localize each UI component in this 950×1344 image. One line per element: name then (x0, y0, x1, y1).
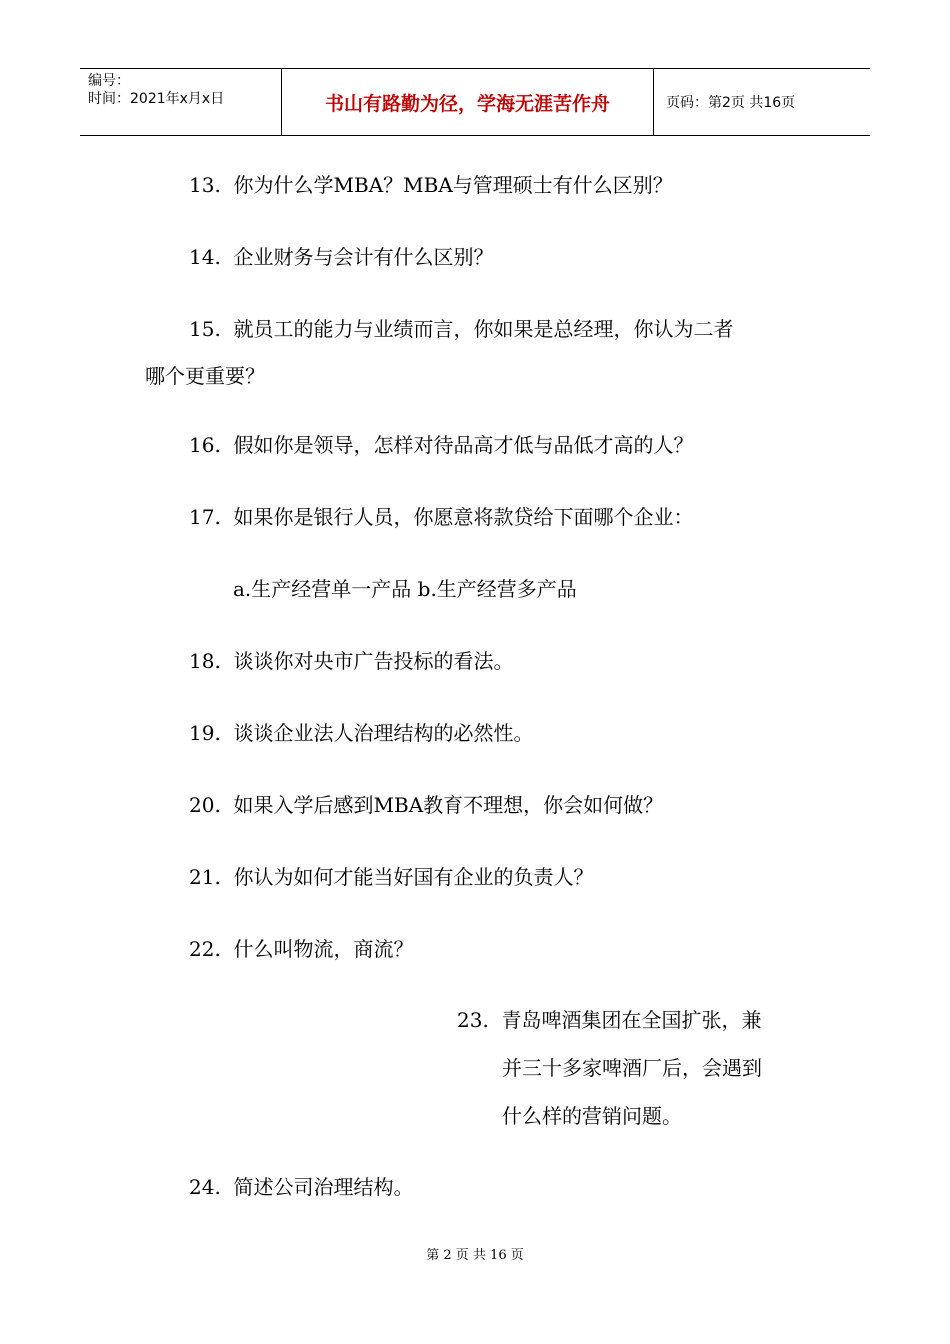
question-number: 13. (189, 173, 221, 197)
question-number: 17. (189, 505, 221, 529)
question-number: 16. (189, 433, 221, 457)
date-label: 时间：2021年x月x日 (88, 91, 225, 107)
question-number: 14. (189, 245, 221, 269)
question-18 (145, 636, 795, 686)
question-23-continuation-1: 并三十多家啤酒厂后，会遇到 (502, 1056, 762, 1080)
question-17 (145, 492, 795, 542)
question-23-block (145, 996, 795, 1140)
question-21 (145, 852, 795, 902)
question-text: 青岛啤酒集团在全国扩张，兼 (501, 1008, 762, 1032)
question-number: 18. (189, 649, 221, 673)
question-number: 19. (189, 721, 221, 745)
question-text: 什么叫物流，商流？ (233, 937, 414, 961)
question-23-continuation-2: 什么样的营销问题。 (502, 1104, 682, 1128)
page-footer: 第 2 页 共 16 页 (426, 1248, 524, 1263)
question-24 (145, 1162, 795, 1212)
question-14 (145, 232, 795, 282)
question-13 (145, 160, 795, 210)
question-text: 你为什么学MBA？MBA与管理硕士有什么区别？ (233, 173, 673, 197)
question-text: 如果你是银行人员，你愿意将款贷给下面哪个企业： (233, 505, 694, 529)
question-23 (457, 996, 795, 1044)
question-text: 如果入学后感到MBA教育不理想，你会如何做？ (233, 793, 664, 817)
question-number: 20. (189, 793, 221, 817)
question-number: 21. (189, 865, 221, 889)
question-15 (145, 304, 795, 354)
question-text: 谈谈企业法人治理结构的必然性。 (233, 721, 534, 745)
question-text: 简述公司治理结构。 (233, 1175, 414, 1199)
question-number: 23. (457, 1008, 489, 1032)
question-text: 企业财务与会计有什么区别？ (233, 245, 494, 269)
question-text: 就员工的能力与业绩而言，你如果是总经理，你认为二者 (233, 317, 734, 341)
question-text: 你认为如何才能当好国有企业的负责人？ (233, 865, 594, 889)
question-number: 22. (189, 937, 221, 961)
question-16 (145, 420, 795, 470)
question-text: 谈谈你对央市广告投标的看法。 (233, 649, 514, 673)
question-15-continuation: 哪个更重要？ (145, 364, 265, 388)
question-17-options: a.生产经营单一产品 b.生产经营多产品 (233, 577, 577, 601)
header-page-info: 页码：第2页 共16页 (666, 95, 796, 111)
question-text: 假如你是领导，怎样对待品高才低与品低才高的人？ (233, 433, 694, 457)
header-meta (80, 69, 281, 135)
header-motto: 书山有路勤为径，学海无涯苦作舟 (281, 69, 654, 135)
number-label: 编号： (88, 73, 130, 89)
question-number: 15. (189, 317, 221, 341)
question-20 (145, 780, 795, 830)
question-list (145, 160, 795, 1212)
question-22 (145, 924, 795, 974)
question-19 (145, 708, 795, 758)
question-number: 24. (189, 1175, 221, 1199)
page-header (80, 68, 870, 136)
